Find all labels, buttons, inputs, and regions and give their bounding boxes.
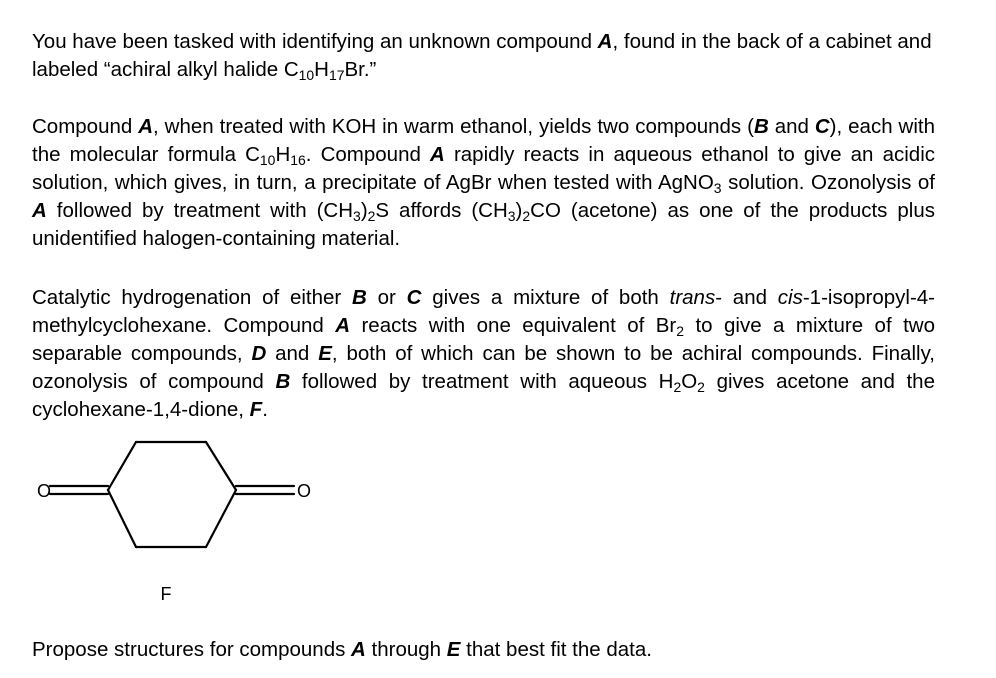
text-run: ), each with the molecular formula C	[32, 115, 935, 166]
compound-label-e: E	[446, 638, 461, 661]
text-run: H	[314, 58, 329, 81]
compound-label-b: B	[753, 115, 769, 138]
compound-label-e: E	[318, 342, 332, 365]
subscript: 2	[367, 208, 376, 225]
text-run: )	[515, 199, 523, 222]
ring-bond	[206, 442, 236, 490]
text-run: reacts with one equivalent of Br	[350, 314, 677, 337]
compound-label-f: F	[160, 584, 172, 604]
text-run: that best fit the data.	[460, 638, 652, 661]
ring-bond	[108, 490, 136, 547]
text-run: and	[768, 115, 815, 138]
compound-label-d: D	[251, 342, 267, 365]
text-run: gives a mixture of both	[421, 286, 670, 309]
text-run: or	[366, 286, 407, 309]
text-run: CO (acetone) as one of the products plus unidentified halogen-containing material.	[32, 199, 936, 250]
italic-term-cis: cis	[777, 286, 803, 309]
subscript: 10	[259, 152, 276, 169]
structure-cyclohexane-dione	[20, 430, 340, 610]
subscript: 2	[673, 379, 682, 396]
subscript: 2	[697, 379, 705, 396]
text-run: H	[275, 143, 291, 166]
text-run: Br.”	[344, 58, 377, 81]
text-run: Compound	[32, 115, 139, 138]
subscript: 2	[522, 208, 531, 225]
text-run: Propose structures for compounds	[32, 638, 352, 661]
text-run: .	[262, 398, 268, 421]
text-run: . Compound	[305, 143, 431, 166]
paragraph-hydrogenation	[32, 284, 935, 424]
text-run: , both of which can be shown to be achiral compounds. Finally, ozonolysis of compound	[32, 342, 935, 393]
text-run: , found in the back of a cabinet and labeled “achiral alkyl halide C	[32, 30, 932, 81]
text-run: followed by treatment with aqueous H	[290, 370, 674, 393]
compound-label-a: A	[351, 638, 366, 661]
compound-label-c: C	[406, 286, 422, 309]
ring-bond	[108, 442, 136, 490]
text-run: to give a mixture of two separable compounds,	[32, 314, 935, 365]
paragraph-question	[32, 636, 935, 664]
text-run: rapidly reacts in aqueous ethanol to give an acidic solution, which gives, in turn, a precipitate of AgBr when tested with AgNO	[32, 143, 935, 194]
text-run: O	[681, 370, 698, 393]
subscript: 3	[713, 180, 722, 197]
text-run: -1-isopropyl-4-methylcyclohexane. Compound	[32, 286, 936, 337]
subscript: 3	[353, 208, 361, 225]
text-run: solution. Ozonolysis of	[721, 171, 935, 194]
compound-label-a: A	[32, 199, 47, 222]
text-run: gives acetone and the cyclohexane-1,4-dione,	[32, 370, 935, 421]
text-run: S affords (CH	[375, 199, 508, 222]
paragraph-reactions	[32, 113, 935, 253]
text-run: You have been tasked with identifying an unknown compound	[32, 30, 598, 53]
compound-label-a: A	[597, 30, 613, 53]
subscript: 16	[290, 152, 306, 169]
paragraph-intro	[32, 28, 935, 84]
text-run: and	[266, 342, 319, 365]
oxygen-atom-left: O	[36, 481, 52, 501]
text-run: through	[365, 638, 447, 661]
compound-label-a: A	[430, 143, 445, 166]
compound-label-c: C	[814, 115, 830, 138]
compound-label-f: F	[249, 398, 263, 421]
text-run: , when treated with KOH in warm ethanol, yields two compounds (	[153, 115, 754, 138]
text-run: followed by treatment with (CH	[46, 199, 354, 222]
subscript: 17	[328, 67, 345, 84]
compound-label-a: A	[138, 115, 154, 138]
compound-label-b: B	[352, 286, 367, 309]
subscript: 3	[507, 208, 516, 225]
subscript: 2	[676, 323, 685, 340]
subscript: 10	[298, 67, 315, 84]
text-run: Catalytic hydrogenation of either	[32, 286, 353, 309]
oxygen-atom-right: O	[296, 481, 312, 501]
text-run: - and	[715, 286, 778, 309]
compound-label-a: A	[335, 314, 351, 337]
ring-bond	[206, 490, 236, 547]
compound-label-b: B	[275, 370, 291, 393]
text-run: )	[360, 199, 368, 222]
italic-term-trans: trans	[669, 286, 716, 309]
